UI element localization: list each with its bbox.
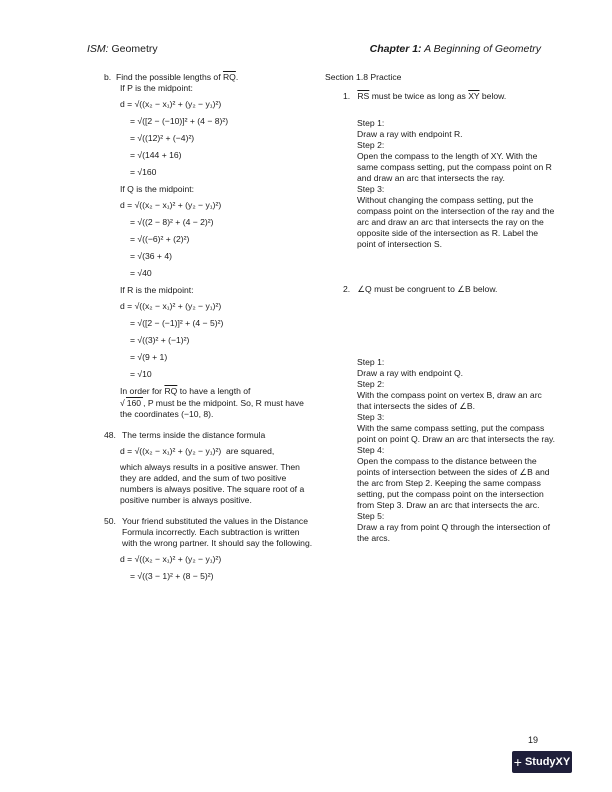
practice-1-statement <box>343 91 557 102</box>
header-right-text: A Beginning of Geometry <box>421 43 541 55</box>
q-line: = √(36 + 4) <box>130 251 172 261</box>
segment-rs: $\overline{RS}$ <box>357 91 370 101</box>
p-line: = √((12)² + (−4)²) <box>130 133 195 143</box>
conclusion: In order for $\overline{RQ}$ to have a length of √ 160 , P must be the midpoint. So, R must have the coordinates (−10, 8). <box>120 386 304 419</box>
step-line: Step 1: <box>357 357 385 367</box>
r-line: = √(9 + 1) <box>130 352 168 362</box>
step-line: Draw a ray from point Q through the intersection of the arcs. <box>357 522 550 543</box>
step-line: Draw a ray with endpoint Q. <box>357 368 464 378</box>
practice-2-text: ∠Q must be congruent to ∠B below. <box>357 284 498 294</box>
plus-icon: + <box>513 754 522 770</box>
step-line: Step 2: <box>357 379 385 389</box>
step-line: Step 5: <box>357 511 385 521</box>
radicand: 160 <box>126 398 142 408</box>
part-b-prompt: b. Find the possible lengths of $\overline{RQ}$. <box>104 72 239 82</box>
exercise-48-tail: are squared, <box>226 446 275 456</box>
q-line: d = √((x₂ − x₁)² + (y₂ − y₁)²) <box>120 200 222 210</box>
p-line: = √(144 + 16) <box>130 150 182 160</box>
step-line: Open the compass to the distance between the points of intersection between the sides of ∠B and the arc from Step 2. Keeping the same compass setting, put the compass point on the intersection from Step 3. Draw an arc that intersects the arc. <box>357 456 550 510</box>
conclusion-part-1: In order for <box>120 386 163 396</box>
exercise-50-body: Your friend substituted the values in the Distance Formula incorrectly. Each subtraction is written with the wrong partner. It should say the following. <box>122 516 313 548</box>
practice-2-statement <box>343 284 557 295</box>
r-line: = √((3)² + (−1)²) <box>130 335 190 345</box>
r-derivation <box>104 301 314 380</box>
p50-line: d = √((x₂ − x₁)² + (y₂ − y₁)²) <box>120 554 222 564</box>
conclusion-part-2: to have a length of <box>179 386 251 396</box>
step-line: Step 4: <box>357 445 385 455</box>
page-number: 19 <box>528 735 539 745</box>
p-line: d = √((x₂ − x₁)² + (y₂ − y₁)²) <box>120 99 222 109</box>
step-line: With the compass point on vertex B, draw an arc that intersects the sides of ∠B. <box>357 390 542 411</box>
if-q-heading: If Q is the midpoint: <box>120 184 195 194</box>
segment-xy: $\overline{XY}$ <box>468 91 480 101</box>
practice-1-steps <box>357 118 557 250</box>
part-b-text: Find the possible lengths of <box>115 72 221 82</box>
exercise-50-number: 50. <box>104 516 116 526</box>
exercise-50 <box>104 516 314 582</box>
right-column <box>325 72 557 544</box>
p-line: = √160 <box>130 167 157 177</box>
distance-formula: d = √((x₂ − x₁)² + (y₂ − y₁)²) <box>120 446 222 456</box>
q-line: = √((−6)² + (2)²) <box>130 234 190 244</box>
part-b-label: b. <box>104 72 112 82</box>
practice-1-end: below. <box>481 91 507 101</box>
q-line: = √((2 − 8)² + (4 − 2)²) <box>130 217 214 227</box>
step-line: With the same compass setting, put the compass point on point Q. Draw an arc that intersects the ray. <box>357 423 556 444</box>
practice-2-steps <box>357 357 557 544</box>
segment-rq: $\overline{RQ}$ <box>222 72 236 82</box>
p50-line: = √((3 − 1)² + (8 − 5)²) <box>130 571 214 581</box>
header-right <box>370 43 541 55</box>
exercise-48 <box>104 430 314 506</box>
p-derivation <box>104 99 314 178</box>
step-line: Open the compass to the length of XY. With the same compass setting, put the compass point on R and draw an arc that intersects the ray. <box>357 151 552 183</box>
r-line: = √10 <box>130 369 152 379</box>
practice-1-mid: must be twice as long as <box>371 91 466 101</box>
step-line: Step 1: <box>357 118 385 128</box>
segment-rq: $\overline{RQ}$ <box>164 386 178 396</box>
step-line: Draw a ray with endpoint R. <box>357 129 463 139</box>
practice-1-number: 1. <box>343 91 351 101</box>
left-column <box>104 72 314 588</box>
practice-2-number: 2. <box>343 284 351 294</box>
if-r-heading: If R is the midpoint: <box>120 285 194 295</box>
step-line: Step 3: <box>357 184 385 194</box>
step-line: Step 2: <box>357 140 385 150</box>
r-line: d = √((x₂ − x₁)² + (y₂ − y₁)²) <box>120 301 222 311</box>
header-left-text: Geometry <box>108 43 158 55</box>
section-title: Section 1.8 Practice <box>325 72 402 82</box>
step-line: Step 3: <box>357 412 385 422</box>
header-left <box>87 43 158 55</box>
if-p-heading: If P is the midpoint: <box>120 83 193 93</box>
exercise-48-body: which always results in a positive answer. Then they are added, and the sum of two positive numbers is always positive. The square root of a positive number is always positive. <box>120 462 305 505</box>
q-derivation <box>104 200 314 279</box>
logo-text: StudyXY <box>524 756 571 768</box>
header-left-prefix: ISM: <box>87 43 109 55</box>
studyxy-logo[interactable] <box>512 751 572 773</box>
step-line: Without changing the compass setting, put the compass point on the intersection of the ray and the arc and draw an arc that intersects the ray on the opposite side of the intersection as R. Label the point of intersection S. <box>357 195 555 249</box>
r-line: = √([2 − (−1)]² + (4 − 5)²) <box>130 318 224 328</box>
exercise-48-number: 48. <box>104 430 116 440</box>
q-line: = √40 <box>130 268 152 278</box>
conclusion-part-3: , P must be the midpoint. So, R must have the coordinates (−10, 8). <box>120 398 304 419</box>
exercise-48-intro: The terms inside the distance formula <box>122 430 266 440</box>
header-right-prefix: Chapter 1: <box>369 43 422 55</box>
p-line: = √([2 − (−10)]² + (4 − 8)²) <box>130 116 229 126</box>
